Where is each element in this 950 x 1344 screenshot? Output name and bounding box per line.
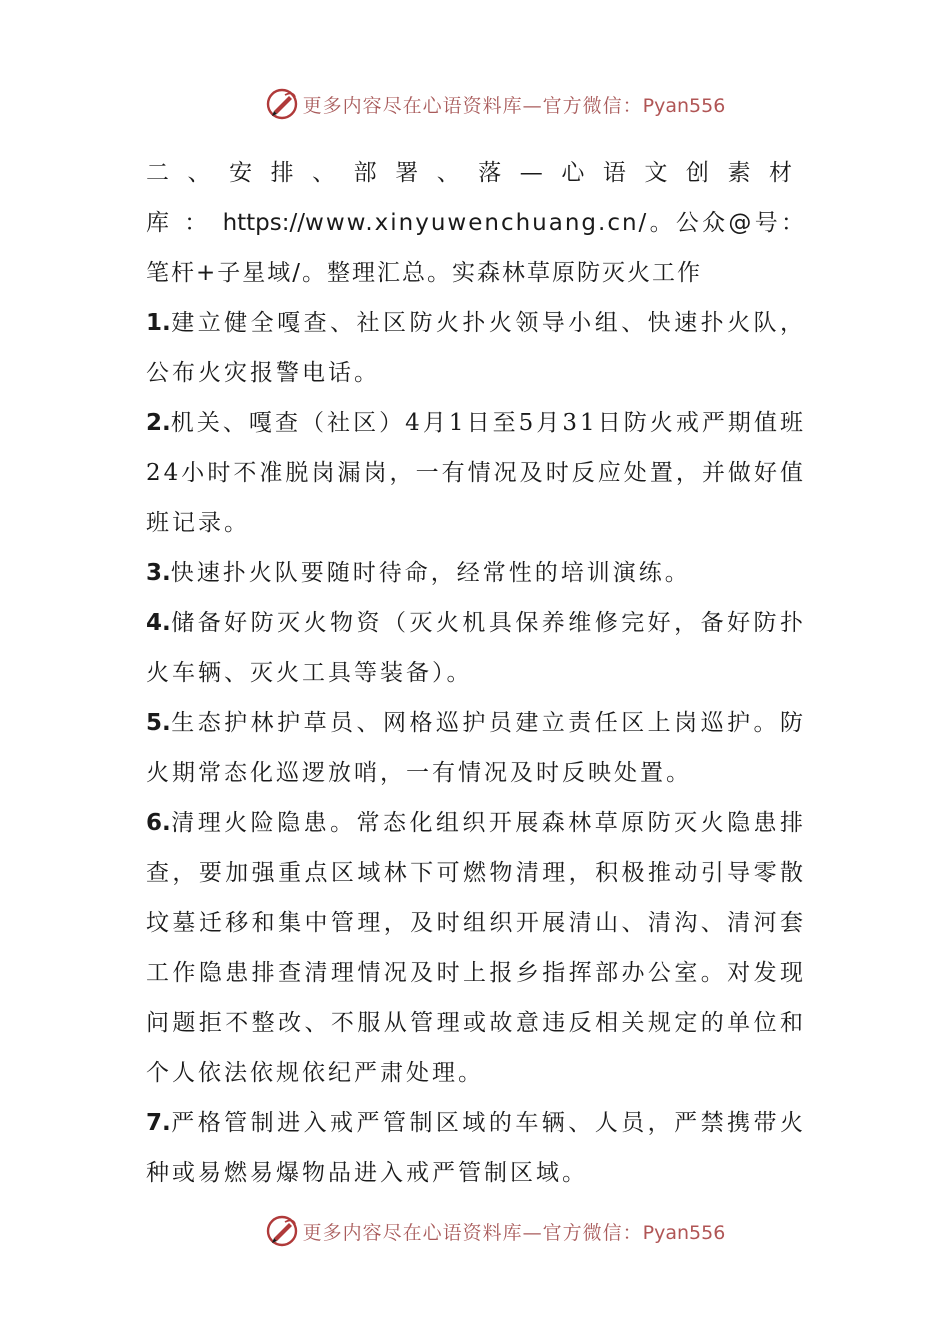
item-number: 1. <box>146 310 171 336</box>
banner-text: 更多内容尽在心语资料库—官方微信：Pyan556 <box>302 1221 726 1244</box>
list-item <box>146 798 806 1098</box>
heading-url: https:// <box>222 210 306 236</box>
item-number: 7. <box>146 1110 171 1136</box>
pen-circle-logo-icon <box>265 1214 299 1248</box>
item-text: 机关、嘎查（社区）4月1日至5月31日防火戒严期值班24小时不准脱岗漏岗，一有情况及时反应处置，并做好值班记录。 <box>146 410 806 536</box>
banner-brand: Pyan556 <box>642 94 726 117</box>
banner-content <box>265 87 726 121</box>
banner-brand: Pyan556 <box>642 1221 726 1244</box>
item-number: 4. <box>146 610 171 636</box>
list-item <box>146 698 806 798</box>
item-text: 清理火险隐患。常态化组织开展森林草原防灭火隐患排查，要加强重点区域林下可燃物清理，积极推动引导零散坟墓迁移和集中管理，及时组织开展清山、清沟、清河套工作隐患排查清理情况及时上报乡指挥部办公室。对发现问题拒不整改、不服从管理或故意违反相关规定的单位和个人依法依规依纪严肃处理。 <box>146 810 806 1086</box>
footer-banner <box>0 1211 950 1251</box>
item-number: 3. <box>146 560 171 586</box>
item-text: 生态护林护草员、网格巡护员建立责任区上岗巡护。防火期常态化巡逻放哨，一有情况及时反映处置。 <box>146 710 806 786</box>
item-number: 5. <box>146 710 171 736</box>
item-number: 6. <box>146 810 171 836</box>
item-text: 建立健全嘎查、社区防火扑火领导小组、快速扑火队，公布火灾报警电话。 <box>146 310 806 386</box>
document-body <box>146 148 806 1198</box>
header-banner <box>0 84 950 124</box>
item-text: 严格管制进入戒严管制区域的车辆、人员，严禁携带火种或易燃易爆物品进入戒严管制区域。 <box>146 1110 806 1186</box>
item-text: 快速扑火队要随时待命，经常性的培训演练。 <box>170 560 691 586</box>
pen-circle-logo-icon <box>265 87 299 121</box>
banner-text: 更多内容尽在心语资料库—官方微信：Pyan556 <box>302 94 726 117</box>
list-item <box>146 398 806 548</box>
section-heading <box>146 148 806 298</box>
list-item <box>146 548 806 598</box>
heading-prefix: 二、安排、部署、落—心语文创素材库： <box>146 160 806 236</box>
heading-rest: www.xinyuwenchuang.cn/。公众@号：笔杆+子星域/。整理汇总。实森林草原防灭火工作 <box>146 210 806 286</box>
banner-content <box>265 1214 726 1248</box>
list-item <box>146 1098 806 1198</box>
item-number: 2. <box>146 410 171 436</box>
item-text: 储备好防灭火物资（灭火机具保养维修完好，备好防扑火车辆、灭火工具等装备）。 <box>146 610 806 686</box>
list-item <box>146 298 806 398</box>
list-item <box>146 598 806 698</box>
